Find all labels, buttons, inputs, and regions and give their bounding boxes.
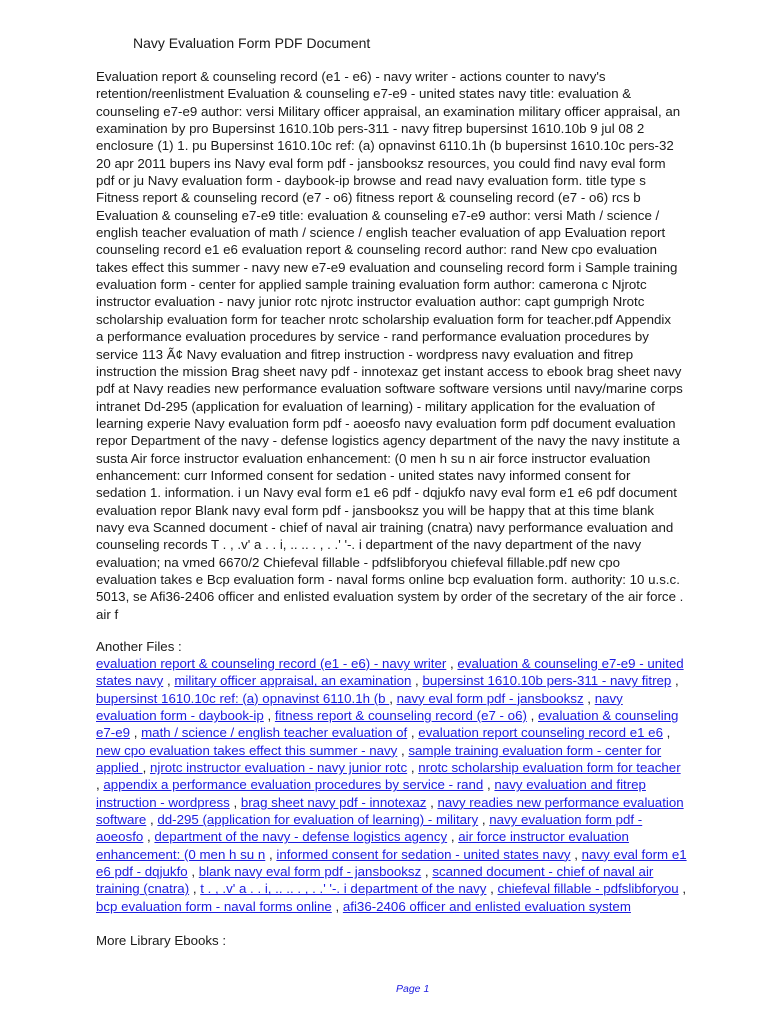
link-separator: , (187, 864, 199, 880)
link-separator: , (671, 673, 679, 689)
link-separator: , (397, 742, 409, 758)
link-separator: , (229, 794, 241, 810)
body-text-line: evaluation repor Blank navy eval form pdf - jansbooksz you will be happy that at this time blank (96, 502, 655, 518)
related-file-link[interactable]: applied (96, 760, 143, 776)
body-text-line: takes effect this summer - navy new e7-e9 evaluation and counseling record form i Sample training (96, 259, 678, 275)
related-file-link[interactable]: bcp evaluation form - naval forms online (96, 898, 332, 914)
link-separator: , (411, 673, 423, 689)
body-text-line: evaluation form - center for applied sample training evaluation form author: camerona c Njrotc (96, 277, 647, 293)
related-file-link[interactable]: bupersinst 1610.10c ref: (a) opnavinst 6110.1h (b (96, 690, 390, 706)
related-file-link[interactable]: dd-295 (application for evaluation of learning) - military (157, 812, 479, 828)
related-file-link[interactable]: evaluation report counseling record e1 e6 (418, 725, 663, 741)
body-text-line: enclosure (1) 1. pu Bupersinst 1610.10c ref: (a) opnavinst 6110.1h (b bupersinst 1610.10c pers-32 (96, 138, 674, 154)
related-file-link[interactable]: scanned document - chief of naval air (432, 864, 654, 880)
link-separator: , (526, 708, 538, 724)
links-line (96, 655, 736, 672)
related-file-link[interactable]: e6 pdf - dqjukfo (96, 864, 188, 880)
links-line (96, 672, 736, 689)
related-file-link[interactable]: math / science / english teacher evaluation of (141, 725, 408, 741)
link-separator: , (189, 881, 201, 897)
related-links-list (96, 655, 736, 915)
link-separator: , (130, 725, 142, 741)
links-line (96, 759, 736, 776)
body-text-line: instruction the mission Brag sheet navy pdf - innotexaz get instant access to ebook brag sheet navy (96, 363, 682, 379)
body-text-line: counseling record e1 e6 evaluation report & counseling record author: rand New cpo evaluation (96, 242, 658, 258)
links-line (96, 846, 736, 863)
link-separator: , (263, 708, 275, 724)
related-file-link[interactable]: new cpo evaluation takes effect this summer - navy (96, 742, 398, 758)
body-text-line: sedation 1. information. i un Navy eval form e1 e6 pdf - dqjukfo navy eval form e1 e6 pdf document (96, 485, 677, 501)
links-line (96, 776, 736, 793)
link-separator: , (426, 794, 438, 810)
related-file-link[interactable]: navy eval form pdf - jansbooksz (396, 690, 584, 706)
related-file-link[interactable]: navy readies new performance evaluation (437, 794, 684, 810)
related-file-link[interactable]: instruction - wordpress (96, 794, 230, 810)
body-text-line: counseling records T . , .v' a . . i, .. .. . , . .' '-. i department of the navy department of the navy (96, 537, 642, 553)
related-file-link[interactable]: states navy (96, 673, 164, 689)
link-separator: , (478, 812, 490, 828)
more-ebooks-heading: More Library Ebooks : (96, 933, 227, 948)
link-separator: , (96, 777, 104, 793)
link-separator: , (331, 898, 343, 914)
links-line (96, 898, 736, 915)
link-separator: , (389, 690, 397, 706)
links-line (96, 794, 736, 811)
related-file-link[interactable]: blank navy eval form pdf - jansbooksz (198, 864, 422, 880)
related-file-link[interactable]: training (cnatra) (96, 881, 190, 897)
link-separator: , (265, 846, 277, 862)
related-file-link[interactable]: software (96, 812, 147, 828)
another-files-heading: Another Files : (96, 639, 182, 654)
body-text-line: examination by pro Bupersinst 1610.10b pers-311 - navy fitrep bupersinst 1610.10b 9 jul 08 2 (96, 121, 645, 137)
links-line (96, 707, 736, 724)
related-file-link[interactable]: afi36-2406 officer and enlisted evaluation system (342, 898, 631, 914)
related-file-link[interactable]: navy evaluation form pdf - (489, 812, 643, 828)
related-file-link[interactable]: aoeosfo (96, 829, 144, 845)
related-file-link[interactable]: t . , .v' a . . i, .. .. . , . .' '-. i department of the navy (200, 881, 487, 897)
related-file-link[interactable]: navy evaluation and fitrep (494, 777, 646, 793)
related-file-link[interactable]: fitness report & counseling record (e7 - o6) (274, 708, 527, 724)
link-separator: , (483, 777, 495, 793)
related-file-link[interactable]: department of the navy - defense logistics agency (154, 829, 448, 845)
related-file-link[interactable]: enhancement: (0 men h su n (96, 846, 266, 862)
body-text-line: air f (96, 606, 119, 622)
link-separator: , (583, 690, 595, 706)
body-text-line: navy eva Scanned document - chief of naval air training (cnatra) navy performance evaluation and (96, 519, 674, 535)
body-text-line: Evaluation & counseling e7-e9 title: evaluation & counseling e7-e9 author: versi Math / science / (96, 207, 660, 223)
links-line (96, 690, 736, 707)
related-file-link[interactable]: e7-e9 (96, 725, 131, 741)
related-file-link[interactable]: njrotc instructor evaluation - navy junior rotc (149, 760, 408, 776)
link-separator: , (163, 673, 175, 689)
link-separator: , (570, 846, 582, 862)
body-text-line: pdf at Navy readies new performance evaluation software software versions until navy/marine corps (96, 381, 683, 397)
body-text-line: evaluation takes e Bcp evaluation form - naval forms online bcp evaluation form. authority: 10 u.s.c. (96, 571, 680, 587)
links-line (96, 811, 736, 828)
body-text-line: repor Department of the navy - defense logistics agency department of the navy the navy institute a (96, 433, 680, 449)
link-separator: , (446, 656, 458, 671)
link-separator: , (407, 760, 419, 776)
body-text-line: 20 apr 2011 bupers ins Navy eval form pdf - jansbooksz resources, you could find navy eval form (96, 155, 666, 171)
related-file-link[interactable]: brag sheet navy pdf - innotexaz (240, 794, 427, 810)
link-separator: , (662, 725, 671, 741)
body-text-line: Fitness report & counseling record (e7 - o6) fitness report & counseling record (e7 - o6) rcs b (96, 190, 641, 206)
body-text-line: pdf or ju Navy evaluation form - daybook-ip browse and read navy evaluation form. title type s (96, 173, 646, 189)
body-text-line: intranet Dd-295 (application for evaluation of learning) - military application for the evaluation of (96, 398, 655, 414)
related-file-link[interactable]: evaluation & counseling e7-e9 - united (457, 656, 684, 671)
link-separator: , (421, 864, 433, 880)
links-line (96, 724, 736, 741)
body-text-line: english teacher evaluation of math / science / english teacher evaluation of app Evaluation report (96, 225, 666, 241)
body-text-line: evaluation; na vmed 6670/2 Chiefeval fillable - pdfslibforyou chiefeval fillable.pdf new cpo (96, 554, 621, 570)
link-separator: , (142, 760, 150, 776)
body-text-line: instructor evaluation - navy junior rotc njrotc instructor evaluation author: capt gumprigh Nrotc (96, 294, 645, 310)
related-file-link[interactable]: military officer appraisal, an examination (174, 673, 412, 689)
link-separator: , (678, 881, 687, 897)
body-text-line: enhancement: curr Informed consent for sedation - united states navy informed consent for (96, 467, 631, 483)
body-text-line: retention/reenlistment Evaluation & counseling e7-e9 - united states navy title: evaluation & (96, 86, 632, 102)
body-text-line: counseling e7-e9 author: versi Military officer appraisal, an examination military officer appraisal, an (96, 103, 681, 119)
related-file-link[interactable]: sample training evaluation form - center for (408, 742, 662, 758)
related-file-link[interactable]: navy (594, 690, 623, 706)
related-file-link[interactable]: air force instructor evaluation (458, 829, 629, 845)
related-file-link[interactable]: nrotc scholarship evaluation form for teacher (418, 760, 681, 776)
related-file-link[interactable]: bupersinst 1610.10b pers-311 - navy fitrep (422, 673, 672, 689)
related-file-link[interactable]: evaluation form - daybook-ip (96, 708, 264, 724)
body-text-line: scholarship evaluation form for teacher nrotc scholarship evaluation form for teacher.pdf Appendix (96, 311, 672, 327)
related-file-link[interactable]: informed consent for sedation - united states navy (276, 846, 571, 862)
link-separator: , (143, 829, 155, 845)
document-title: Navy Evaluation Form PDF Document (133, 35, 371, 51)
body-text-line: Evaluation report & counseling record (e1 - e6) - navy writer - actions counter to navy's (96, 69, 606, 84)
link-separator: , (447, 829, 459, 845)
body-text-line: susta Air force instructor evaluation enhancement: (0 men h su n air force instructor evaluation (96, 450, 651, 466)
links-line (96, 880, 736, 897)
related-file-link[interactable]: evaluation report & counseling record (e1 - e6) - navy writer (96, 656, 447, 671)
body-text-line: a performance evaluation procedures by service - rand performance evaluation procedures by (96, 329, 649, 345)
related-file-link[interactable]: chiefeval fillable - pdfslibforyou (497, 881, 679, 897)
link-separator: , (407, 725, 419, 741)
links-line (96, 742, 736, 759)
links-line (96, 828, 736, 845)
body-text-line: learning experie Navy evaluation form pdf - aoeosfo navy evaluation form pdf document evaluation (96, 415, 676, 431)
body-text-line: service 113 Ã¢ Navy evaluation and fitrep instruction - wordpress navy evaluation and fitrep (96, 346, 634, 362)
related-file-link[interactable]: evaluation & counseling (538, 708, 679, 724)
links-line (96, 863, 736, 880)
link-separator: , (486, 881, 498, 897)
related-file-link[interactable]: appendix a performance evaluation procedures by service - rand (103, 777, 484, 793)
body-paragraph (96, 68, 736, 623)
page-number: Page 1 (396, 983, 430, 995)
body-text-line: 5013, se Afi36-2406 officer and enlisted evaluation system by order of the secretary of the air force . (96, 589, 684, 605)
link-separator: , (146, 812, 158, 828)
related-file-link[interactable]: navy eval form e1 (581, 846, 687, 862)
